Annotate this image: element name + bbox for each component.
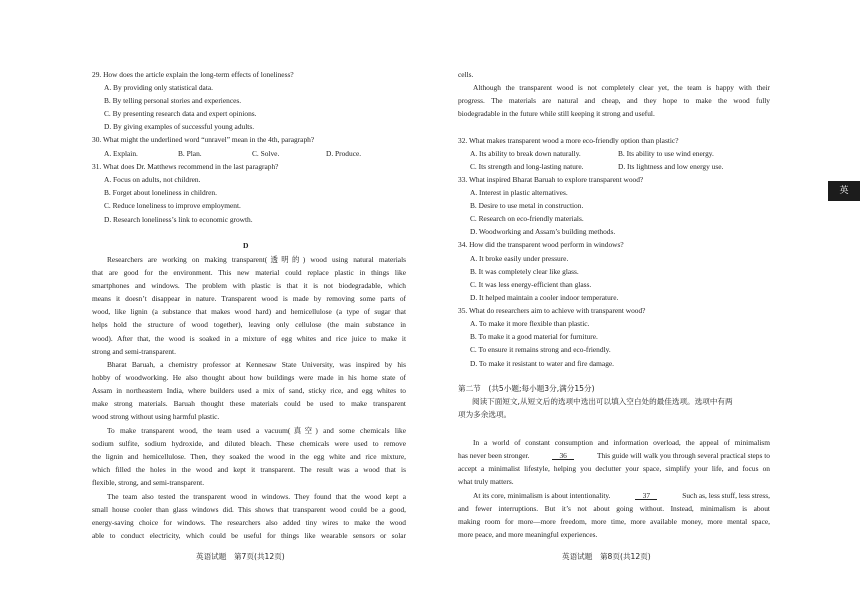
page-footer-right: 英语试题 第8页(共12页) [562, 552, 651, 561]
question-29-option-c: C. By presenting research data and expert opinions. [104, 109, 257, 118]
question-34-option-b: B. It was completely clear like glass. [470, 267, 579, 276]
cloze-text: Such as, less stuff, less stress, [682, 491, 770, 500]
passage-line: strong and semi-transparent. [92, 347, 176, 356]
blank-37: 37 [635, 492, 657, 500]
passage-line: means it doesn’t disappear in nature. Transparent wood is made by removing some parts of [92, 294, 406, 303]
question-32-options-row2 [470, 163, 766, 170]
blank-36: 36 [552, 452, 574, 460]
question-35-option-a: A. To make it more flexible than plastic. [470, 319, 590, 328]
cloze-line-with-blank-36 [458, 452, 770, 460]
passage-line: progress. The materials are natural and cheap, and they hope to make the wood fully [458, 96, 770, 105]
question-32-option-c: C. Its strength and long-lasting nature. [470, 162, 584, 171]
subject-tab: 英 [828, 181, 860, 201]
question-32-option-d: D. Its lightness and low energy use. [618, 162, 724, 171]
question-34-stem: 34. How did the transparent wood perform in windows? [458, 240, 624, 249]
passage-line: Researchers are working on making transparent(透明的) wood using natural materials [107, 255, 406, 264]
passage-d-heading: D [243, 241, 249, 250]
section-2-title: 第二节 (共5小题;每小题3分,满分15分) [458, 384, 595, 393]
passage-line: Assam in northeastern India, where builders used a mix of sand, sticky rice, and egg whites to [92, 386, 406, 395]
question-31-option-c: C. Reduce loneliness to improve employment. [104, 201, 241, 210]
question-32-option-a: A. Its ability to break down naturally. [470, 149, 581, 158]
passage-line: Bharat Baruah, a chemistry professor at Kennesaw State University, was inspired by his [107, 360, 406, 369]
question-32-stem: 32. What makes transparent wood a more eco-friendly option than plastic? [458, 136, 679, 145]
question-30-stem: 30. What might the underlined word “unravel” mean in the 4th, paragraph? [92, 135, 315, 144]
passage-line: the lignin and hemicellulose. Then, they soaked the wood in the egg white and rice mixture, [92, 452, 406, 461]
question-30-option-b: B. Plan. [178, 149, 202, 158]
cloze-line: In a world of constant consumption and information overload, the appeal of minimalism [473, 438, 770, 447]
question-35-stem: 35. What do researchers aim to achieve with transparent wood? [458, 306, 646, 315]
question-32-option-b: B. Its ability to use wind energy. [618, 149, 714, 158]
page-footer-left: 英语试题 第7页(共12页) [196, 552, 285, 561]
cloze-text: This guide will walk you through several practical steps to [596, 451, 770, 460]
question-34-option-c: C. It was less energy-efficient than glass. [470, 280, 592, 289]
question-31-stem: 31. What does Dr. Matthews recommend in the last paragraph? [92, 162, 279, 171]
question-29-option-a: A. By providing only statistical data. [104, 83, 213, 92]
passage-line: flexible, strong, and semi-transparent. [92, 478, 205, 487]
question-30-option-a: A. Explain. [104, 149, 138, 158]
section-2-instructions-line2: 项为多余选项。 [458, 410, 512, 419]
question-32-options-row1 [470, 150, 766, 157]
cloze-line: accept a minimalist lifestyle, helping you declutter your space, simplify your life, and focus on [458, 464, 770, 473]
cloze-line: making room for more—more freedom, more time, more available money, more mental space, [458, 517, 770, 526]
question-34-option-a: A. It broke easily under pressure. [470, 254, 569, 263]
passage-line: cells. [458, 70, 474, 79]
cloze-text: has never been stronger. [458, 451, 530, 460]
passage-line: small house cooler than glass windows did. This shows that transparent wood could be a good, [92, 505, 406, 514]
question-30-option-d: D. Produce. [326, 149, 362, 158]
passage-line: able to conduct electricity, which could be useful for things like wearable sensors or solar [92, 531, 406, 540]
question-30-option-c: C. Solve. [252, 149, 280, 158]
passage-line: To make transparent wood, the team used a vacuum(真空) and some chemicals like [107, 426, 406, 435]
passage-line: smartphones and windows. The problem with plastic is that it is not biodegradable, which [92, 281, 406, 290]
question-29-option-d: D. By giving examples of successful young adults. [104, 122, 255, 131]
question-35-option-d: D. To make it resistant to water and fire damage. [470, 359, 615, 368]
passage-line: sodium sulfite, sodium hydroxide, and diluted bleach. These chemicals were used to remove [92, 439, 406, 448]
question-31-option-d: D. Research loneliness’s link to economic growth. [104, 215, 253, 224]
cloze-line: more peace, and more meaningful experiences. [458, 530, 598, 539]
passage-line: The team also tested the transparent wood in windows. They found that the wood kept a [107, 492, 406, 501]
passage-line: wood strong without using harmful plastic. [92, 412, 220, 421]
passage-line: make strong materials. Baruah thought these materials could be used to make transparent [92, 399, 406, 408]
cloze-line-with-blank-37 [473, 492, 770, 500]
question-29-option-b: B. By telling personal stories and experiences. [104, 96, 242, 105]
passage-line: which filled the holes in the wood and kept it transparent. The result was a wood that is [92, 465, 406, 474]
passage-line: wood, like lignin (a substance that makes wood hard) and hemicellulose (a type of sugar that [92, 307, 406, 316]
passage-line: wood). After that, the wood is soaked in a mixture of egg whites and rice juice to make it [92, 334, 406, 343]
passage-line: energy-saving choice for windows. The researchers also added tiny wires to make the wood [92, 518, 406, 527]
question-34-option-d: D. It helped maintain a cooler indoor temperature. [470, 293, 619, 302]
passage-line: that are good for the environment. This new material could replace plastic in things like [92, 268, 406, 277]
question-31-option-a: A. Focus on adults, not children. [104, 175, 201, 184]
question-35-option-c: C. To ensure it remains strong and eco-friendly. [470, 345, 611, 354]
passage-line: hobby of woodworking. He also thought about how buildings were made in his home state of [92, 373, 406, 382]
passage-line: helps hold the structure of wood together), leaving only cellulose (the main substance in [92, 320, 406, 329]
cloze-line: what truly matters. [458, 477, 514, 486]
question-33-option-d: D. Woodworking and Assam’s building methods. [470, 227, 616, 236]
cloze-text: At its core, minimalism is about intentionality. [473, 491, 611, 500]
question-31-option-b: B. Forget about loneliness in children. [104, 188, 217, 197]
question-29-stem: 29. How does the article explain the long-term effects of loneliness? [92, 70, 294, 79]
cloze-line: and fewer interruptions. But it’s not about going without. Instead, minimalism is about [458, 504, 770, 513]
passage-line: Although the transparent wood is not completely clear yet, the team is happy with their [473, 83, 770, 92]
section-2-instructions-line1: 阅读下面短文,从短文后的选项中选出可以填入空白处的最佳选项。选项中有两 [472, 397, 733, 406]
question-33-option-c: C. Research on eco-friendly materials. [470, 214, 584, 223]
passage-line: biodegradable in the future while still keeping it strong and useful. [458, 109, 655, 118]
question-33-stem: 33. What inspired Bharat Baruah to explore transparent wood? [458, 175, 644, 184]
question-33-option-a: A. Interest in plastic alternatives. [470, 188, 568, 197]
question-33-option-b: B. Desire to use metal in construction. [470, 201, 584, 210]
question-35-option-b: B. To make it a good material for furniture. [470, 332, 598, 341]
question-30-options [104, 150, 400, 157]
